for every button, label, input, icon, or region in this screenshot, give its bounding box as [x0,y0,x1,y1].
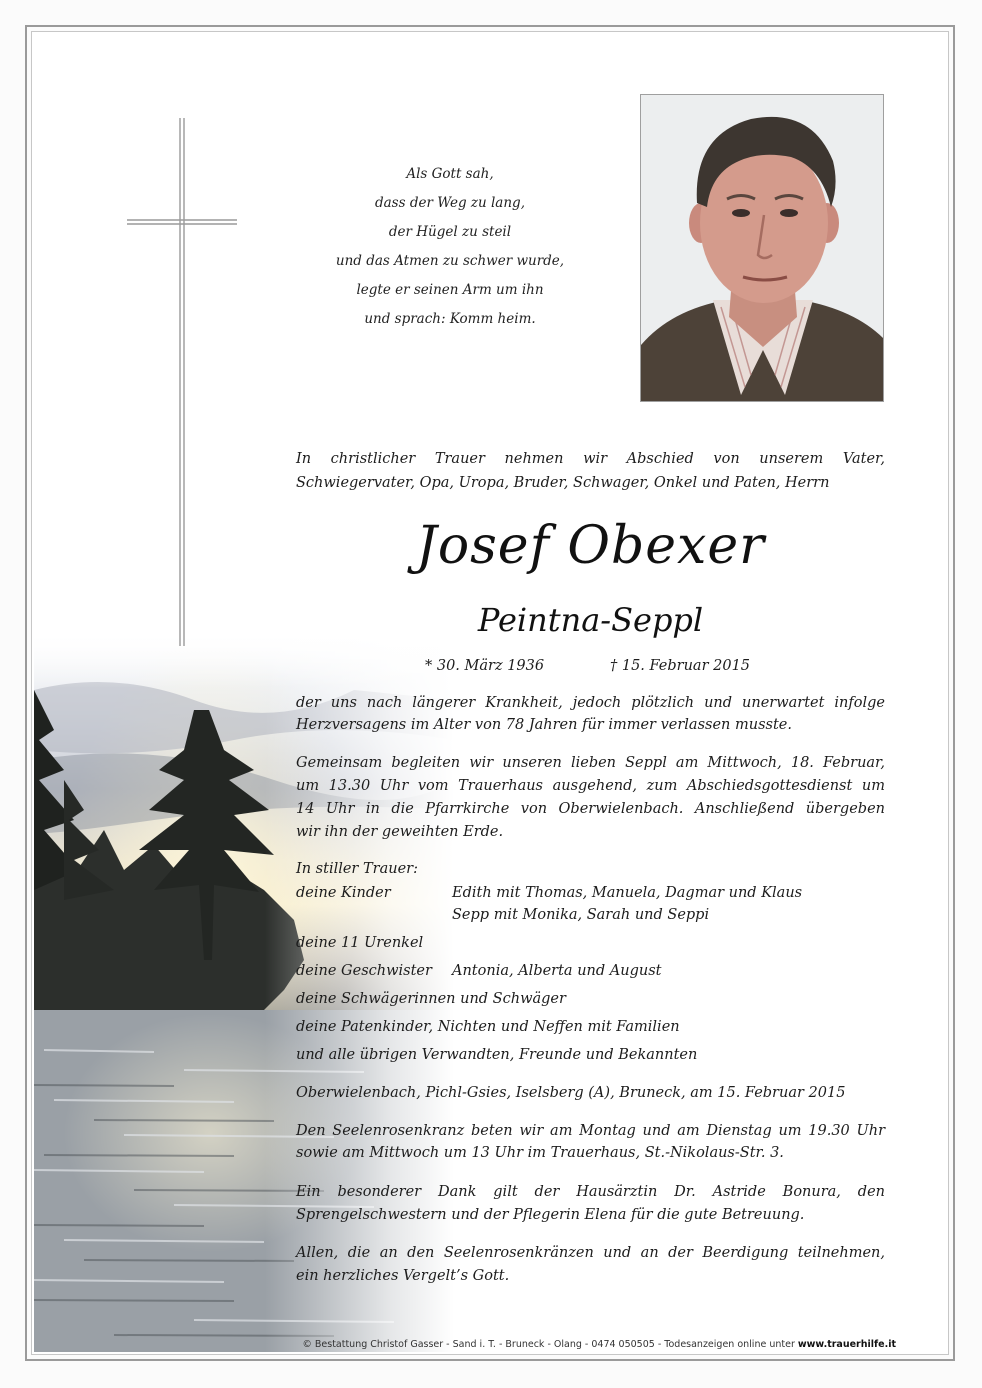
poem [300,160,600,334]
footer-text: © Bestattung Christof Gasser - Sand i. T. - Bruneck - Olang - 0474 050505 - Todesanzeigen online unter [302,1339,798,1350]
cross-icon [125,116,239,652]
deceased-nickname: Peintna-Seppl [477,601,704,639]
place-date: Oberwielenbach, Pichl-Gsies, Iselsberg (A), Bruneck, am 15. Februar 2015 [296,1085,846,1101]
footer [292,1339,896,1350]
funeral-line-4: wir ihn der geweihten Erde. [296,824,504,840]
thanks-line-2: Sprengelschwestern und der Pflegerin Elena für die gute Betreuung. [296,1207,805,1223]
funeral-line-1: Gemeinsam begleiten wir unseren lieben Seppl am Mittwoch, 18. Februar, [296,755,885,771]
deceased-name: Josef Obexer [415,516,766,576]
siblings-names: Antonia, Alberta und August [452,963,662,979]
death-symbol: † [610,658,618,674]
closing-line-1: Allen, die an den Seelenrosenkränzen und an der Beerdigung teilnehmen, [296,1245,885,1261]
children-label: deine Kinder [296,885,391,901]
birth-date: 30. März 1936 [436,658,545,674]
closing-line-2: ein herzliches Vergelt’s Gott. [296,1268,510,1284]
death-notice-line-2: Herzversagens im Alter von 78 Jahren für immer verlassen musste. [296,717,792,733]
poem-line: der Hügel zu steil [388,224,512,240]
death-notice-line-1: der uns nach längerer Krankheit, jedoch plötzlich und unerwartet infolge [296,695,885,711]
funeral-line-2: um 13.30 Uhr vom Trauerhaus ausgehend, zum Abschiedsgottesdienst um [296,778,885,794]
birth-date-row [425,655,544,677]
mourners-children-row [296,882,802,904]
mourners-heading: In stiller Trauer: [296,861,418,877]
mourners-siblings-row [296,960,661,982]
rosary-line-2: sowie am Mittwoch um 13 Uhr im Trauerhaus, St.-Nikolaus-Str. 3. [296,1145,784,1161]
children-line-2: Sepp mit Monika, Sarah und Seppi [452,907,710,923]
poem-line: und sprach: Komm heim. [364,311,536,327]
death-date-row [610,655,750,677]
poem-line: Als Gott sah, [406,166,494,182]
funeral-line-3: 14 Uhr in die Pfarrkirche von Oberwielenbach. Anschließend übergeben [296,801,885,817]
poem-line: dass der Weg zu lang, [374,195,525,211]
poem-line: legte er seinen Arm um ihn [356,282,544,298]
portrait-photo [640,94,884,402]
thanks-line-1: Ein besonderer Dank gilt der Hausärztin Dr. Astride Bonura, den [296,1184,885,1200]
rosary-line-1: Den Seelenrosenkranz beten wir am Montag und am Dienstag um 19.30 Uhr [296,1123,885,1139]
birth-symbol: * [425,658,433,674]
other-relatives: und alle übrigen Verwandten, Freunde und Bekannten [296,1047,698,1063]
children-line-1: Edith mit Thomas, Manuela, Dagmar und Klaus [452,885,803,901]
great-grandchildren: deine 11 Urenkel [296,935,424,951]
intro-line-1: In christlicher Trauer nehmen wir Abschied von unserem Vater, [296,451,885,467]
footer-link[interactable]: www.trauerhilfe.it [797,1339,896,1350]
siblings-label: deine Geschwister [296,963,432,979]
godchildren: deine Patenkinder, Nichten und Neffen mit Familien [296,1019,680,1035]
in-laws: deine Schwägerinnen und Schwäger [296,991,566,1007]
death-date: 15. Februar 2015 [621,658,751,674]
intro-line-2: Schwiegervater, Opa, Uropa, Bruder, Schwager, Onkel und Paten, Herrn [296,475,830,491]
poem-line: und das Atmen zu schwer wurde, [335,253,565,269]
